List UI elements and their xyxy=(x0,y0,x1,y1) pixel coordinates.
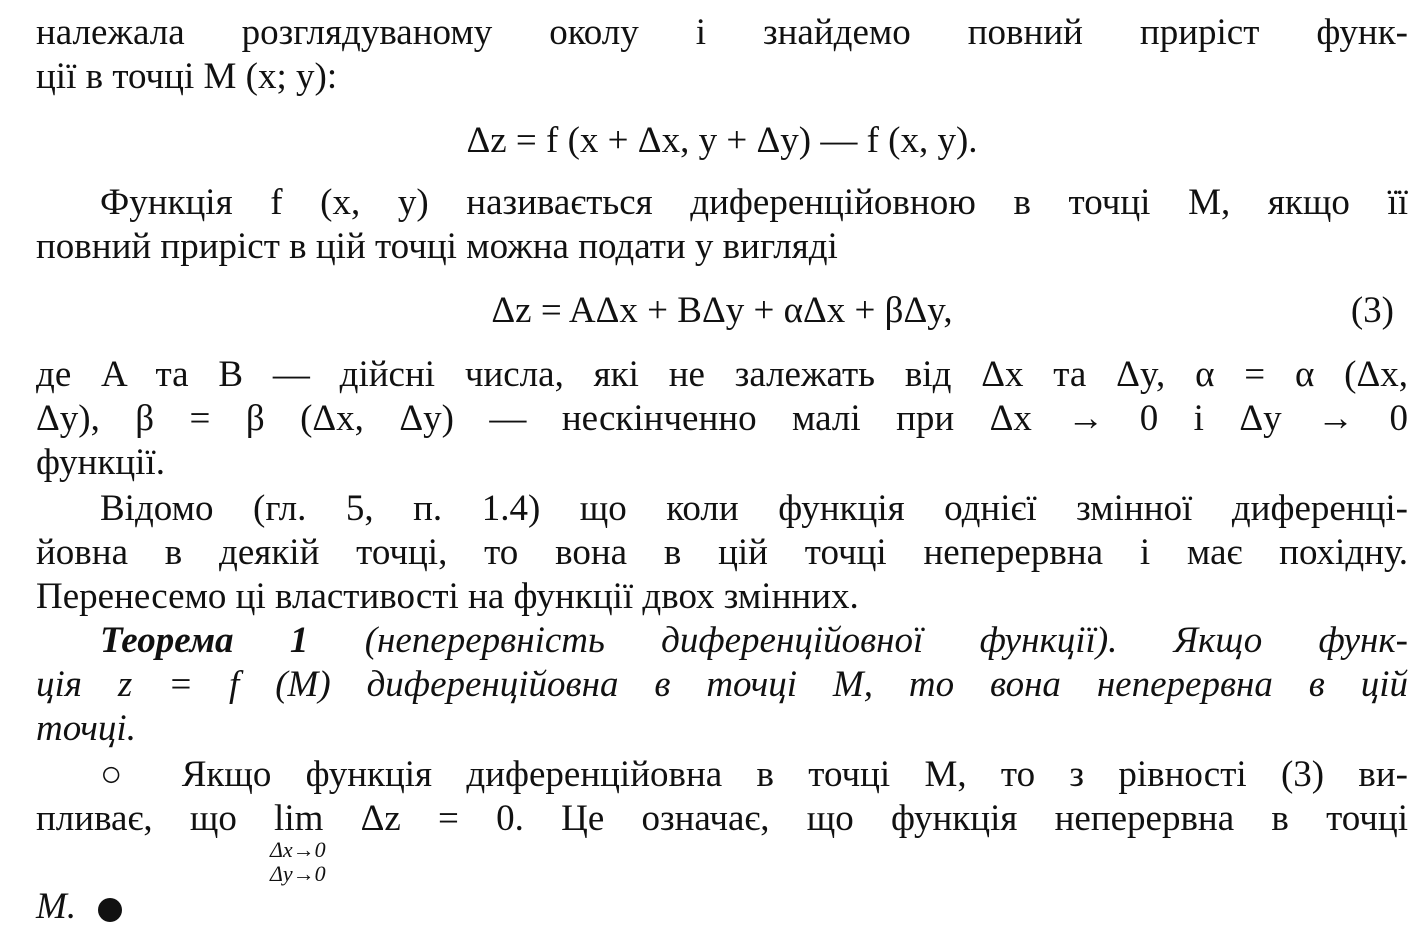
limit-sub-dx: Δx→0 xyxy=(270,837,326,862)
end-of-proof-icon xyxy=(98,898,122,922)
proof-end-text: M. xyxy=(36,886,77,927)
text-line: належала розглядуваному околу і знайдемо повний приріст функ- xyxy=(36,12,1408,53)
theorem-title: (неперервність диференційовної функції). Якщо функ- xyxy=(364,620,1408,661)
equation-differentiable: Δz = AΔx + BΔy + αΔx + βΔy, xyxy=(491,290,953,331)
text-line: Функція f (x, y) називається диференційовною в точці M, якщо її xyxy=(100,182,1408,223)
theorem-line xyxy=(100,622,1408,659)
equation-3-row xyxy=(36,292,1408,329)
equation-number: (3) xyxy=(1350,290,1394,331)
text-line: Δy), β = β (Δx, Δy) — нескінченно малі при Δx → 0 і Δy → 0 xyxy=(36,398,1408,439)
text-line: ції в точці M (x; y): xyxy=(36,56,338,97)
text-line: функції. xyxy=(36,442,165,483)
text-line: повний приріст в цій точці можна подати у вигляді xyxy=(36,226,838,267)
text-line: йовна в деякій точці, то вона в цій точці неперервна і має похідну. xyxy=(36,532,1408,573)
equation-increment: Δz = f (x + Δx, y + Δy) — f (x, y). xyxy=(466,120,978,161)
theorem-line: точці. xyxy=(36,708,136,749)
text-line: де A та B — дійсні числа, які не залежать від Δx та Δy, α = α (Δx, xyxy=(36,354,1408,395)
theorem-label: Теорема 1 xyxy=(100,620,309,661)
limit-subscript xyxy=(270,838,326,886)
text-line: Відомо (гл. 5, п. 1.4) що коли функція однієї змінної диференці- xyxy=(100,488,1408,529)
text-line: Перенесемо ці властивості на функції двох змінних. xyxy=(36,576,859,617)
theorem-line: ція z = f (M) диференційовна в точці M, то вона неперервна в цій xyxy=(36,664,1408,705)
proof-end-line xyxy=(36,888,1408,925)
limit-sub-dy: Δy→0 xyxy=(270,861,326,887)
proof-line: пливає, що lim Δz = 0. Це означає, що функція неперервна в точці xyxy=(36,798,1408,839)
proof-line: ○ Якщо функція диференційовна в точці M, то з рівності (3) ви- xyxy=(100,754,1408,795)
